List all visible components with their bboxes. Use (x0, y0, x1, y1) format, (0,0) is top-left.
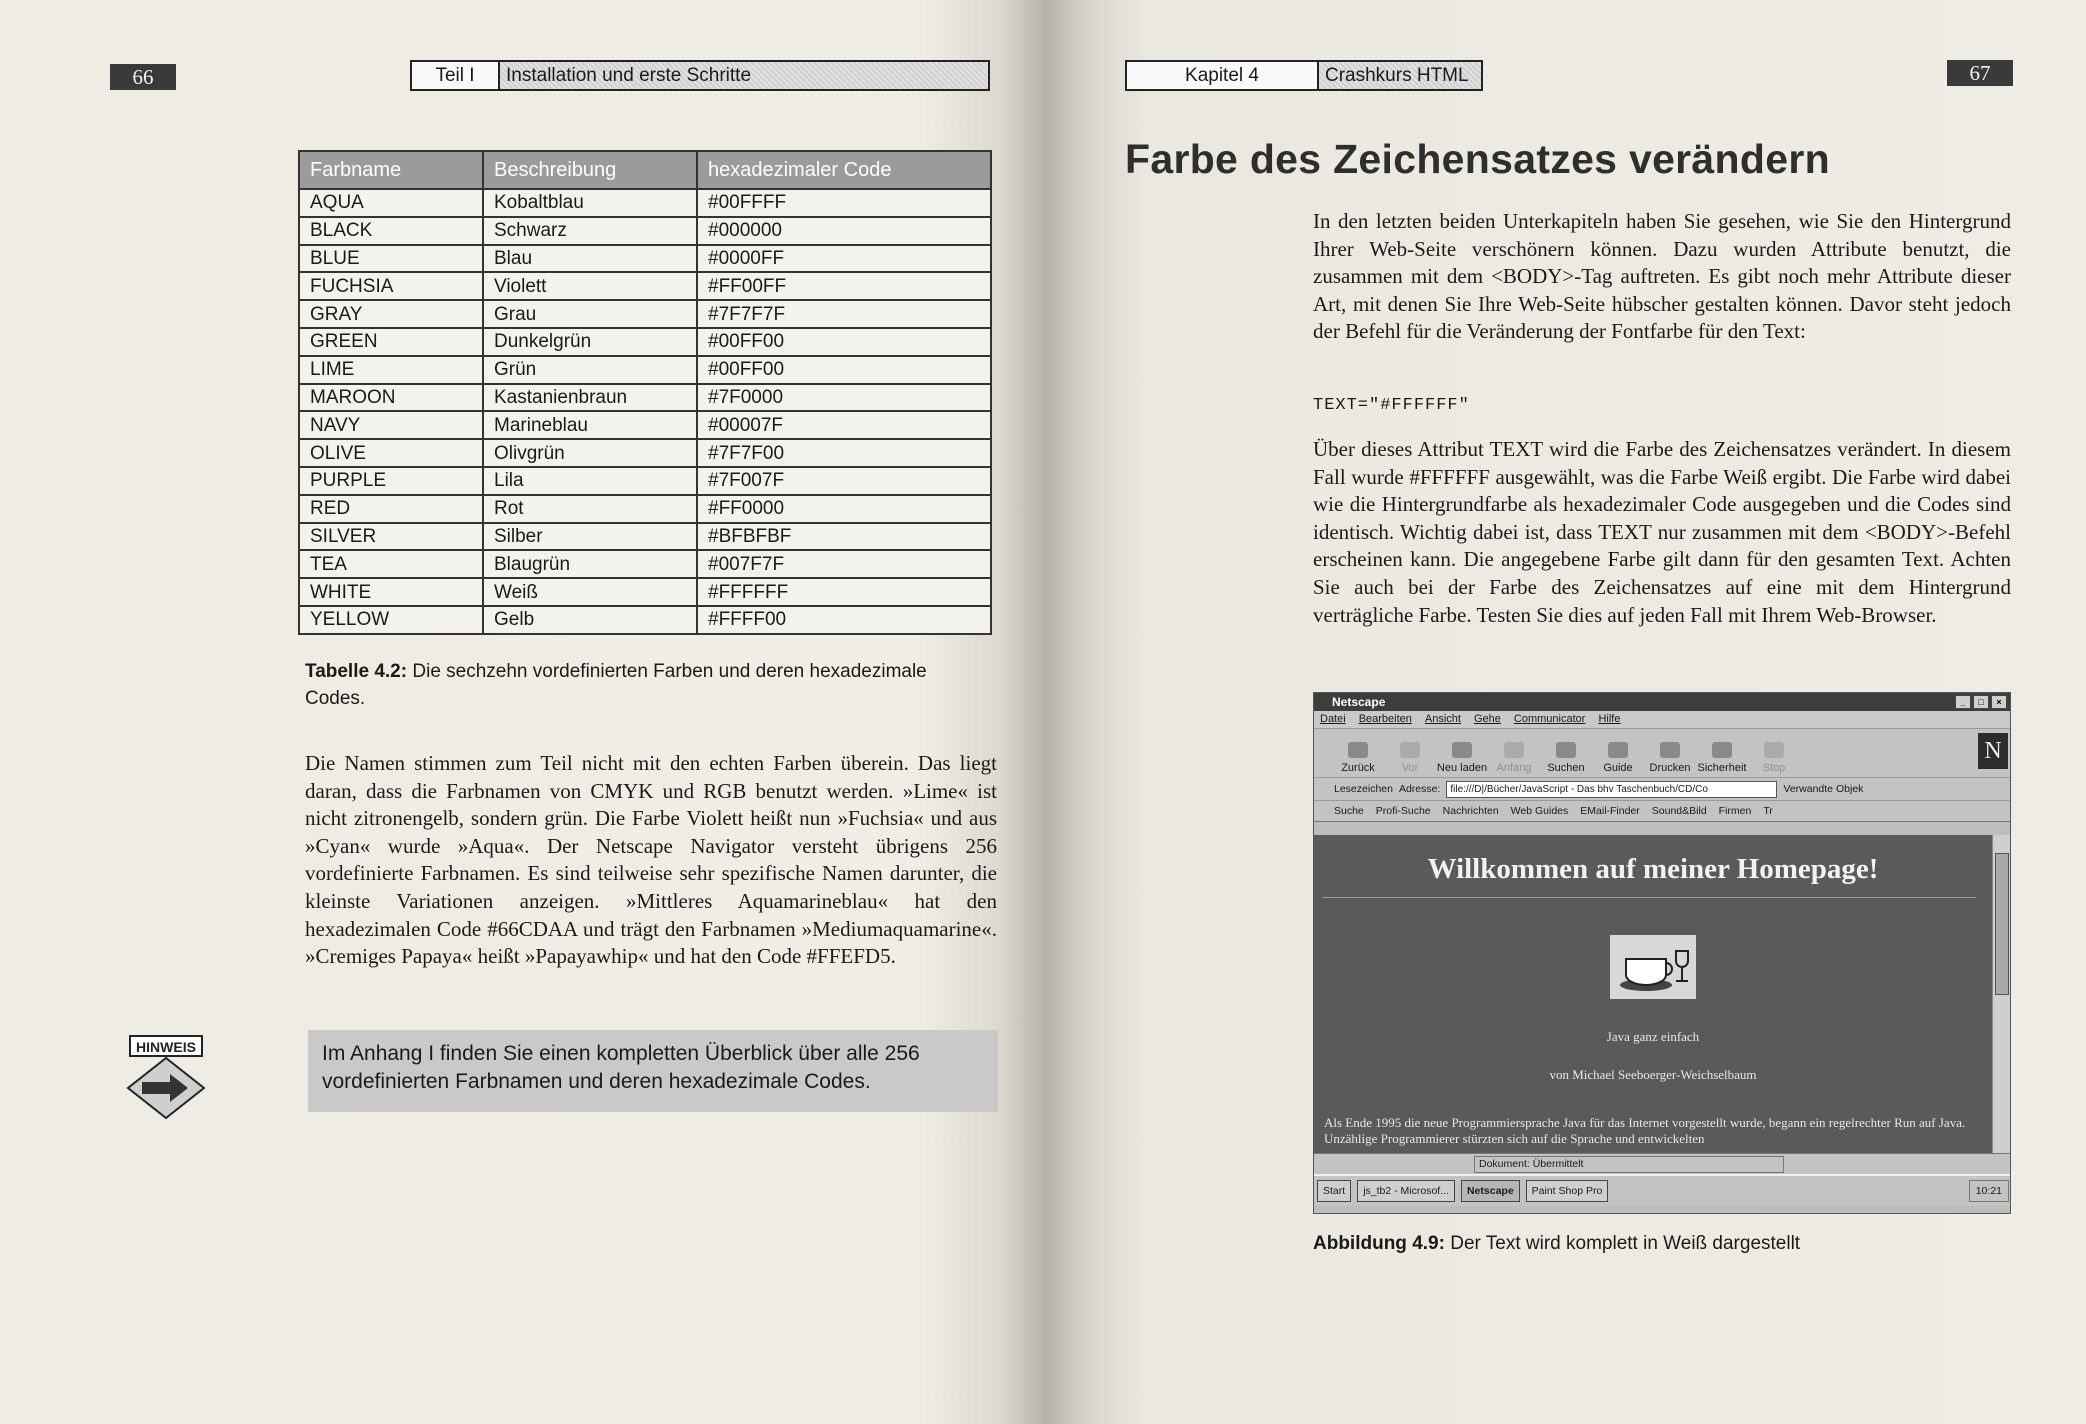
reload-icon (1452, 742, 1472, 758)
menu-bar (1314, 711, 2010, 728)
table-cell: OLIVE (299, 439, 483, 467)
running-head-part: Kapitel 4 (1127, 62, 1319, 89)
page-number: 67 (1947, 60, 2013, 86)
caption-text: Die sechzehn vordefinierten Farben und deren hexadezimale Codes. (305, 661, 927, 709)
table-cell: Marineblau (483, 411, 697, 439)
printer-icon (1660, 742, 1680, 758)
table-row (299, 523, 991, 551)
homepage-subtitle: Java ganz einfach (1606, 1029, 1700, 1044)
running-head (1125, 60, 1483, 91)
netscape-logo: N (1978, 733, 2008, 769)
table-cell: Grau (483, 300, 697, 328)
table-row (299, 300, 991, 328)
personal-link[interactable]: Nachrichten (1442, 805, 1499, 817)
browser-viewport (1314, 835, 1992, 1153)
table-row (299, 439, 991, 467)
table-cell: #7F007F (697, 467, 991, 495)
location-bar (1314, 778, 2010, 801)
table-cell: Violett (483, 272, 697, 300)
status-bar (1314, 1153, 2010, 1174)
search-icon (1556, 742, 1576, 758)
personal-toolbar (1314, 801, 2010, 822)
toolbar-label: Vor (1401, 762, 1419, 774)
table-row (299, 411, 991, 439)
body-paragraph-2: Über dieses Attribut TEXT wird die Farbe des Zeichensatzes verändert. In diesem Fall wurde #FFFFFF ausgewählt, was die Farbe Weiß ergibt. Die Farbe wird dabei wie die Hintergrundfarbe als hexadezimaler Code ausgegeben und die Codes sind identisch. Wichtig dabei ist, dass TEXT nur zusammen mit dem <BODY>-Befehl erscheinen kann. Die angegebene Farbe gilt dann für den gesamten Text. Achten Sie auch bei der Farbe des Zeichensatzes auf eine mit dem Hintergrund verträgliche Farbe. Testen Sie dies auf jeden Fall mit Ihrem Web-Browser. (1313, 437, 2011, 627)
table-cell: #7F7F00 (697, 439, 991, 467)
related-objects-button[interactable]: Verwandte Objek (1783, 783, 1864, 795)
homepage-heading: Willkommen auf meiner Homepage! (1427, 853, 1879, 885)
table-row (299, 328, 991, 356)
table-cell: #00007F (697, 411, 991, 439)
personal-link[interactable]: Suche (1334, 805, 1364, 817)
table-cell: #FFFF00 (697, 606, 991, 634)
reload-button[interactable] (1436, 742, 1488, 777)
table-cell: Silber (483, 523, 697, 551)
back-button[interactable] (1332, 742, 1384, 777)
running-head-part: Teil I (412, 62, 500, 89)
table-cell: GRAY (299, 300, 483, 328)
table-row (299, 356, 991, 384)
table-cell: Weiß (483, 578, 697, 606)
table-header: Farbname (299, 151, 483, 189)
homepage-author: von Michael Seeboerger-Weichselbaum (1549, 1067, 1757, 1082)
address-input[interactable]: file:///D|/Bücher/JavaScript - Das bhv Taschenbuch/CD/Co (1446, 781, 1777, 798)
table-cell: #0000FF (697, 245, 991, 273)
search-button[interactable] (1540, 742, 1592, 777)
table-cell: GREEN (299, 328, 483, 356)
table-cell: Blau (483, 245, 697, 273)
table-cell: RED (299, 495, 483, 523)
toolbar-label: Zurück (1341, 762, 1375, 774)
lock-icon (1712, 742, 1732, 758)
table-cell: AQUA (299, 189, 483, 217)
table-header: Beschreibung (483, 151, 697, 189)
forward-button[interactable] (1384, 742, 1436, 777)
scroll-thumb[interactable] (1995, 853, 2009, 995)
table-row (299, 217, 991, 245)
body-paragraph: Die Namen stimmen zum Teil nicht mit den echten Farben überein. Das liegt daran, dass die Farbnamen von CMYK und RGB benutzt werden. »Lime« ist nicht zitronengelb, sondern grün. Die Farbe Violett heißt nun »Fuchsia« und aus »Cyan« wurde »Aqua«. Der Netscape Navigator versteht übrigens 256 vordefinierte Farbnamen. Es sind teilweise sehr spezifische Namen darunter, die kleinste Variationen anzeigen. »Mittleres Aquamarineblau« hat den hexadezimalen Code #66CDAA und trägt den Farbnamen »Mediumaquamarine«. »Cremiges Papaya« heißt »Papayawhip« und hat den Code #FFEFD5. (305, 751, 997, 969)
menu-gehe[interactable]: Gehe (1473, 713, 1501, 725)
table-cell: WHITE (299, 578, 483, 606)
coffee-cup-icon (1610, 935, 1696, 999)
table-cell: Blaugrün (483, 550, 697, 578)
taskbar-item[interactable]: js_tb2 - Microsof... (1357, 1180, 1455, 1202)
table-cell: NAVY (299, 411, 483, 439)
homepage-paragraph: Als Ende 1995 die neue Programmiersprache Java für das Internet vorgestellt wurde, begann ein regelrechter Run auf Java. Unzählige Programmierer stürzten sich auf die Sprache und entwickelten (1324, 1115, 1966, 1146)
window-controls (1955, 695, 2007, 709)
personal-link[interactable]: Tr (1763, 805, 1773, 817)
start-button[interactable]: Start (1317, 1180, 1351, 1202)
figure-caption-text: Der Text wird komplett in Weiß dargestellt (1450, 1233, 1801, 1254)
table-row (299, 606, 991, 634)
hint-icon-label: HINWEIS (136, 1039, 196, 1055)
body-paragraph-1: In den letzten beiden Unterkapiteln haben Sie gesehen, wie Sie den Hintergrund Ihrer Web-Seite verschönern können. Dazu wurden Attribute benutzt, die zusammen mit dem <BODY>-Tag auftreten. Es gibt noch mehr Attribute dieser Art, mit denen Sie Ihre Web-Seite hübscher gestalten können. Davor steht jedoch der Befehl für die Veränderung der Fontfarbe für den Text: (1313, 209, 2011, 344)
table-cell: MAROON (299, 384, 483, 412)
table-cell: Dunkelgrün (483, 328, 697, 356)
table-cell: #007F7F (697, 550, 991, 578)
back-arrow-icon (1348, 742, 1368, 758)
code-sample: TEXT="#FFFFFF" (1313, 396, 1470, 415)
menu-bearbeiten[interactable]: Bearbeiten (1358, 713, 1412, 725)
taskbar-item[interactable]: Paint Shop Pro (1526, 1180, 1609, 1202)
personal-link[interactable]: Sound&Bild (1651, 805, 1707, 817)
table-cell: Kastanienbraun (483, 384, 697, 412)
table-row (299, 272, 991, 300)
table-cell: #00FFFF (697, 189, 991, 217)
table-cell: #000000 (697, 217, 991, 245)
toolbar-label: Neu laden (1436, 762, 1488, 774)
print-button[interactable] (1644, 742, 1696, 777)
table-cell: PURPLE (299, 467, 483, 495)
personal-link[interactable]: EMail-Finder (1580, 805, 1640, 817)
table-row (299, 578, 991, 606)
table-cell: YELLOW (299, 606, 483, 634)
table-cell: #7F7F7F (697, 300, 991, 328)
table-header: hexadezimaler Code (697, 151, 991, 189)
table-cell: Schwarz (483, 217, 697, 245)
taskbar-clock: 10:21 (1969, 1180, 2009, 1202)
table-caption (305, 658, 985, 712)
minimize-icon[interactable]: _ (1955, 695, 1971, 709)
menu-ansicht[interactable]: Ansicht (1424, 713, 1461, 725)
home-icon (1504, 742, 1524, 758)
window-titlebar (1314, 693, 2010, 711)
table-cell: Olivgrün (483, 439, 697, 467)
toolbar-label: Guide (1603, 762, 1633, 774)
bookmarks-button[interactable]: Lesezeichen (1334, 783, 1393, 795)
table-cell: #7F0000 (697, 384, 991, 412)
status-text: Dokument: Übermittelt (1474, 1156, 1784, 1173)
guide-icon (1608, 742, 1628, 758)
security-button[interactable] (1696, 742, 1748, 777)
table-row (299, 189, 991, 217)
section-heading: Farbe des Zeichensatzes verändern (1125, 136, 1830, 182)
table-cell: #BFBFBF (697, 523, 991, 551)
running-head-title: Crashkurs HTML (1319, 62, 1481, 89)
page-number: 66 (110, 64, 176, 90)
table-cell: Kobaltblau (483, 189, 697, 217)
table-row (299, 495, 991, 523)
table-cell: SILVER (299, 523, 483, 551)
personal-link[interactable]: Web Guides (1510, 805, 1569, 817)
hint-icon (126, 1034, 206, 1120)
table-cell: Rot (483, 495, 697, 523)
toolbar-label: Suchen (1547, 762, 1585, 774)
menu-datei[interactable]: Datei (1320, 713, 1346, 725)
address-label: Adresse: (1398, 783, 1441, 795)
table-row (299, 550, 991, 578)
table-cell: TEA (299, 550, 483, 578)
running-head-title: Installation und erste Schritte (500, 62, 988, 89)
table-cell: LIME (299, 356, 483, 384)
table-cell: FUCHSIA (299, 272, 483, 300)
toolbar-label: Sicherheit (1697, 762, 1747, 774)
running-head (410, 60, 990, 91)
personal-link[interactable]: Firmen (1718, 805, 1752, 817)
stop-button[interactable] (1748, 742, 1800, 777)
table-header-row (299, 151, 991, 189)
home-button[interactable] (1488, 742, 1540, 777)
table-cell: Grün (483, 356, 697, 384)
guide-button[interactable] (1592, 742, 1644, 777)
close-icon[interactable]: × (1991, 695, 2007, 709)
vertical-scrollbar[interactable] (1992, 835, 2011, 1153)
navigation-toolbar (1314, 728, 2010, 778)
menu-hilfe[interactable]: Hilfe (1598, 713, 1621, 725)
window-title: Netscape (1332, 695, 1386, 709)
toolbar-label: Drucken (1649, 762, 1691, 774)
table-cell: BLUE (299, 245, 483, 273)
hint-box: Im Anhang I finden Sie einen kompletten Überblick über alle 256 vordefinierten Farbnamen und deren hexadezimale Codes. (308, 1030, 998, 1112)
menu-communicator[interactable]: Communicator (1513, 713, 1586, 725)
table-row (299, 467, 991, 495)
table-cell: #FFFFFF (697, 578, 991, 606)
table-cell: Gelb (483, 606, 697, 634)
figure-caption-label: Abbildung 4.9: (1313, 1233, 1445, 1254)
figure-caption (1313, 1230, 2013, 1257)
forward-arrow-icon (1400, 742, 1420, 758)
toolbar-label: Stop (1762, 762, 1786, 774)
divider (1322, 897, 1976, 898)
windows-taskbar (1314, 1174, 2011, 1206)
stop-icon (1764, 742, 1784, 758)
table-cell: #FF00FF (697, 272, 991, 300)
table-cell: #00FF00 (697, 328, 991, 356)
table-row (299, 245, 991, 273)
table-cell: #FF0000 (697, 495, 991, 523)
toolbar-label: Anfang (1496, 762, 1532, 774)
maximize-icon[interactable]: □ (1973, 695, 1989, 709)
table-row (299, 384, 991, 412)
taskbar-item-netscape[interactable]: Netscape (1461, 1180, 1520, 1202)
personal-link[interactable]: Profi-Suche (1375, 805, 1431, 817)
caption-label: Tabelle 4.2: (305, 661, 408, 682)
table-cell: BLACK (299, 217, 483, 245)
table-cell: Lila (483, 467, 697, 495)
color-table (298, 150, 992, 635)
table-cell: #00FF00 (697, 356, 991, 384)
netscape-screenshot (1313, 692, 2011, 1214)
